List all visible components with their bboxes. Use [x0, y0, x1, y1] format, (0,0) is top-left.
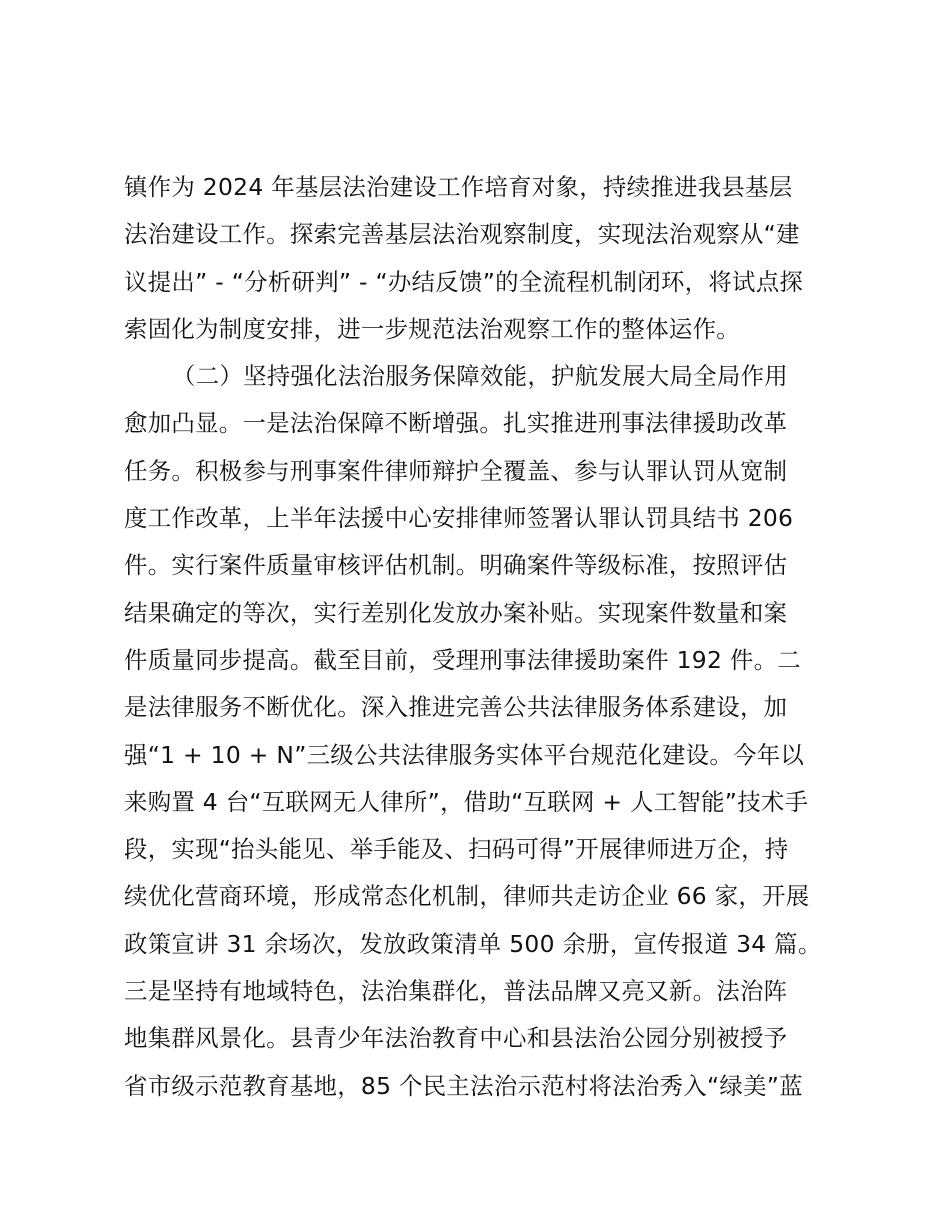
text-line: 地集群风景化。县青少年法治教育中心和县法治公园分别被授予: [124, 1024, 788, 1053]
text-line: 省市级示范教育基地，85 个民主法治示范村将法治秀入“绿美”蓝: [124, 1071, 803, 1100]
text-line: 任务。积极参与刑事案件律师辩护全覆盖、参与认罪认罚从宽制: [124, 456, 788, 485]
text-line: 续优化营商环境，形成常态化机制，律师共走访企业 66 家，开展: [124, 882, 810, 911]
text-line: 三是坚持有地域特色，法治集群化，普法品牌又亮又新。法治阵: [124, 977, 788, 1006]
text-line: 来购置 4 台“互联网无人律所”，借助“互联网 + 人工智能”技术手: [124, 787, 809, 816]
text-line: 度工作改革，上半年法援中心安排律师签署认罪认罚具结书 206: [124, 504, 794, 533]
text-line: 镇作为 2024 年基层法治建设工作培育对象，持续推进我县基层: [124, 173, 793, 201]
text-line: 愈加凸显。一是法治保障不断增强。扎实推进刑事法律援助改革: [124, 409, 788, 438]
text-line: 结果确定的等次，实行差别化发放办案补贴。实现案件数量和案: [124, 598, 788, 627]
text-line: 是法律服务不断优化。深入推进完善公共法律服务体系建设，加: [124, 693, 788, 722]
text-line: 强“1 + 10 + N”三级公共法律服务实体平台规范化建设。今年以: [124, 740, 805, 769]
section-heading-line: （二）坚持强化法治服务保障效能，护航发展大局全局作用: [172, 362, 788, 391]
text-line: 件质量同步提高。截至目前，受理刑事法律援助案件 192 件。二: [124, 645, 801, 674]
body-text: [124, 164, 844, 1110]
text-line: 法治建设工作。探索完善基层法治观察制度，实现法治观察从“建: [124, 220, 800, 249]
text-line: 议提出” - “分析研判” - “办结反馈”的全流程机制闭环，将试点探: [124, 267, 804, 296]
text-line: 索固化为制度安排，进一步规范法治观察工作的整体运作。: [124, 314, 740, 343]
text-line: 政策宣讲 31 余场次，发放政策清单 500 余册，宣传报道 34 篇。: [124, 929, 822, 958]
text-line: 段，实现“抬头能见、举手能及、扫码可得”开展律师进万企，持: [124, 835, 789, 864]
text-line: 件。实行案件质量审核评估机制。明确案件等级标准，按照评估: [124, 551, 788, 580]
